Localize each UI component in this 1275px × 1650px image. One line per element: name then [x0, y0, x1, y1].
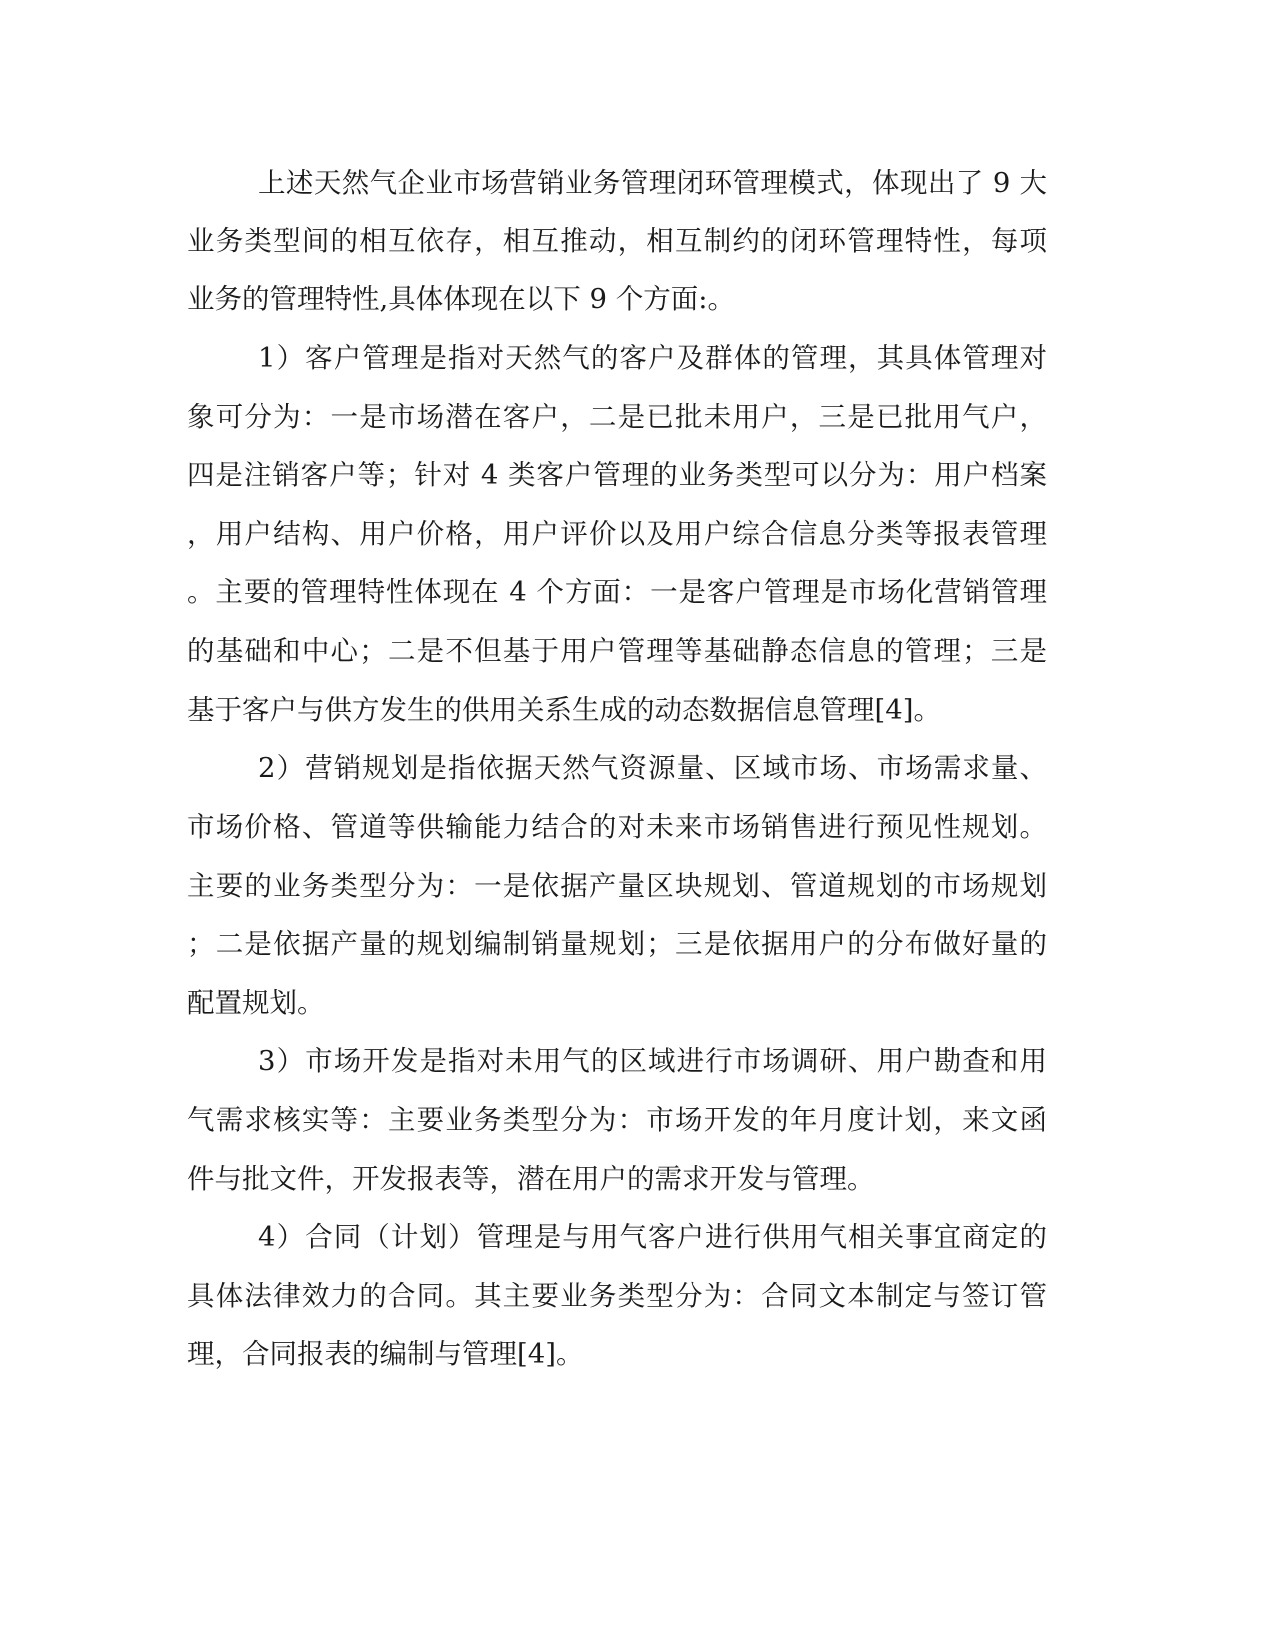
paragraph-2-line-6: 的基础和中心；二是不但基于用户管理等基础静态信息的管理；三是	[187, 635, 1047, 667]
paragraph-2-line-2: 象可分为：一是市场潜在客户，二是已批未用户，三是已批用气户，	[187, 401, 1047, 433]
paragraph-1-line-2: 业务类型间的相互依存，相互推动，相互制约的闭环管理特性，每项	[187, 225, 1047, 257]
paragraph-4-line-2: 气需求核实等：主要业务类型分为：市场开发的年月度计划，来文函	[187, 1104, 1047, 1136]
paragraph-2-line-3: 四是注销客户等；针对 4 类客户管理的业务类型可以分为：用户档案	[187, 459, 1047, 491]
paragraph-2-line-4: ，用户结构、用户价格，用户评价以及用户综合信息分类等报表管理	[187, 518, 1047, 550]
paragraph-5-line-3: 理，合同报表的编制与管理[4]。	[187, 1338, 584, 1370]
paragraph-2-line-5: 。主要的管理特性体现在 4 个方面：一是客户管理是市场化营销管理	[187, 576, 1047, 608]
paragraph-3-line-1: 2）营销规划是指依据天然气资源量、区域市场、市场需求量、	[258, 752, 1047, 784]
paragraph-3-line-2: 市场价格、管道等供输能力结合的对未来市场销售进行预见性规划。	[187, 811, 1047, 843]
paragraph-3-line-4: ；二是依据产量的规划编制销量规划；三是依据用户的分布做好量的	[187, 928, 1047, 960]
paragraph-4-line-3: 件与批文件，开发报表等，潜在用户的需求开发与管理。	[187, 1163, 875, 1195]
paragraph-1-line-1: 上述天然气企业市场营销业务管理闭环管理模式，体现出了 9 大	[258, 167, 1047, 199]
paragraph-2-line-7: 基于客户与供方发生的供用关系生成的动态数据信息管理[4]。	[187, 694, 941, 726]
paragraph-1-line-3: 业务的管理特性,具体体现在以下 9 个方面:。	[187, 283, 735, 315]
paragraph-4-line-1: 3）市场开发是指对未用气的区域进行市场调研、用户勘查和用	[258, 1045, 1047, 1077]
paragraph-2-line-1: 1）客户管理是指对天然气的客户及群体的管理，其具体管理对	[258, 342, 1047, 374]
paragraph-5-line-1: 4）合同（计划）管理是与用气客户进行供用气相关事宜商定的	[258, 1221, 1047, 1253]
paragraph-5-line-2: 具体法律效力的合同。其主要业务类型分为：合同文本制定与签订管	[187, 1280, 1047, 1312]
paragraph-3-line-5: 配置规划。	[187, 987, 325, 1019]
paragraph-3-line-3: 主要的业务类型分为：一是依据产量区块规划、管道规划的市场规划	[187, 870, 1047, 902]
